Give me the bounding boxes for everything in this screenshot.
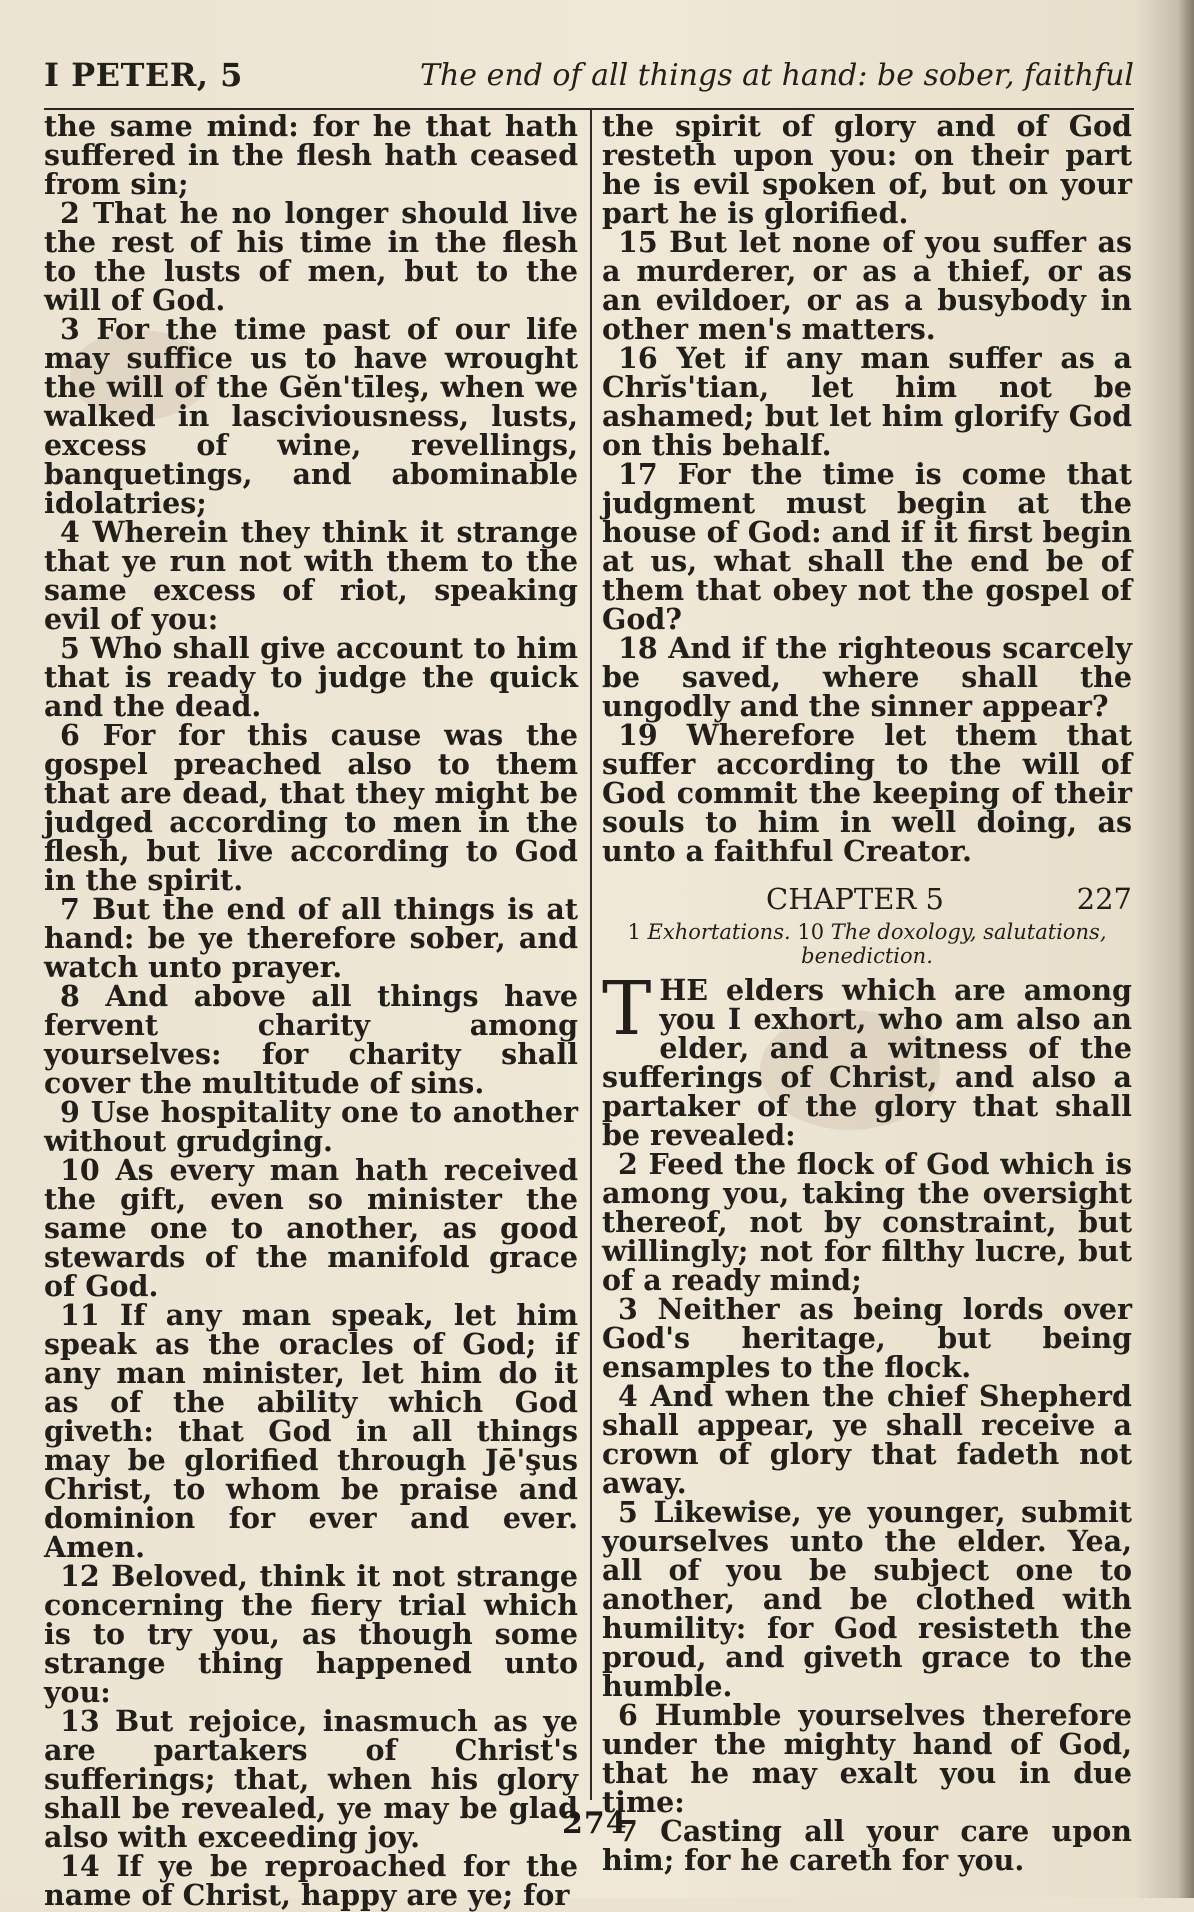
book-chapter-label: I PETER, 5 bbox=[44, 56, 243, 94]
chapter-heading bbox=[602, 882, 1132, 916]
left-column bbox=[44, 109, 578, 1912]
summary-text: Exhortations. bbox=[647, 920, 791, 944]
verse-text: 13 But rejoice, inasmuch as ye are partakers of Christ's sufferings; that, when his glory shall be revealed, ye may be glad also with exceeding joy. bbox=[44, 1704, 578, 1854]
running-headline: The end of all things at hand: be sober, faithful bbox=[419, 58, 1134, 93]
summary-verse-ref: 10 bbox=[797, 920, 825, 944]
verse-text: 8 And above all things have fervent charity among yourselves: for charity shall cover the multitude of sins. bbox=[44, 979, 578, 1100]
verse-text: 9 Use hospitality one to another without grudging. bbox=[44, 1095, 578, 1158]
verse-text: 2 That he no longer should live the rest of his time in the flesh to the lusts of men, but to the will of God. bbox=[44, 196, 578, 317]
verse-text: 15 But let none of you suffer as a murderer, or as a thief, or as an evildoer, or as a busybody in other men's matters. bbox=[602, 225, 1132, 346]
verse-text: 3 Neither as being lords over God's heritage, but being ensamples to the flock. bbox=[602, 1292, 1132, 1384]
verse-text: 4 Wherein they think it strange that ye run not with them to the same excess of riot, speaking evil of you: bbox=[44, 515, 578, 636]
verse-text: 7 But the end of all things is at hand: be ye therefore sober, and watch unto prayer. bbox=[44, 892, 578, 984]
page-edge-shadow bbox=[1178, 0, 1194, 1898]
chapter-first-verse bbox=[602, 966, 1132, 1152]
verse-text: 5 Likewise, ye younger, submit yourselves unto the elder. Yea, all of you be subject one to another, and be clothed with humility: for God resisteth the proud, and giveth grace to the humble. bbox=[602, 1495, 1132, 1703]
verse-text: HE elders which are among you I exhort, who am also an elder, and a witness of the sufferings of Christ, and also a partaker of the glory that shall be revealed: bbox=[602, 973, 1132, 1152]
verse-text: 7 Casting all your care upon him; for he careth for you. bbox=[602, 1814, 1132, 1877]
verse-text: the spirit of glory and of God resteth upon you: on their part he is evil spoken of, but on your part he is glorified. bbox=[602, 109, 1132, 230]
chapter-number: 227 bbox=[1076, 882, 1132, 916]
verse-text: 4 And when the chief Shepherd shall appear, ye shall receive a crown of glory that fadeth not away. bbox=[602, 1379, 1132, 1500]
page-number: 274 bbox=[562, 1806, 628, 1841]
right-column bbox=[602, 109, 1132, 1877]
drop-cap: T bbox=[602, 966, 652, 1052]
verse-text: 14 If ye be reproached for the name of Christ, happy are ye; for bbox=[44, 1849, 578, 1912]
verse-text: 18 And if the righteous scarcely be saved, where shall the ungodly and the sinner appear? bbox=[602, 631, 1132, 723]
verse-text: 17 For the time is come that judgment must begin at the house of God: and if it first begin at us, what shall the end be of them that obey not the gospel of God? bbox=[602, 457, 1132, 636]
running-header bbox=[44, 52, 1134, 110]
verse-text: 6 Humble yourselves therefore under the mighty hand of God, that he may exalt you in due time: bbox=[602, 1698, 1132, 1819]
verse-text: 11 If any man speak, let him speak as the oracles of God; if any man minister, let him do it as of the ability which God giveth: that God in all things may be glorified through Jē'şus Christ, to whom be praise and dominion for ever and ever. Amen. bbox=[44, 1298, 578, 1564]
verse-text: 12 Beloved, think it not strange concerning the fiery trial which is to try you, as though some strange thing happened unto you: bbox=[44, 1559, 578, 1709]
verse-text: 10 As every man hath received the gift, even so minister the same one to another, as good stewards of the manifold grace of God. bbox=[44, 1153, 578, 1303]
summary-text: The doxology, salutations, benediction. bbox=[801, 920, 1107, 968]
chapter-title: CHAPTER 5 bbox=[766, 882, 944, 916]
verse-text: 6 For for this cause was the gospel preached also to them that are dead, that they might be judged according to men in the flesh, but live according to God in the spirit. bbox=[44, 718, 578, 897]
verse-text: 2 Feed the flock of God which is among you, taking the oversight thereof, not by constraint, but willingly; not for filthy lucre, but of a ready mind; bbox=[602, 1147, 1132, 1297]
verse-text: 16 Yet if any man suffer as a Chrĭs'tian, let him not be ashamed; but let him glorify God on this behalf. bbox=[602, 341, 1132, 462]
verse-text: 19 Wherefore let them that suffer according to the will of God commit the keeping of their souls to him in well doing, as unto a faithful Creator. bbox=[602, 718, 1132, 868]
summary-verse-ref: 1 bbox=[627, 920, 641, 944]
column-divider bbox=[590, 110, 592, 1800]
chapter-summary bbox=[602, 920, 1132, 968]
verse-text: the same mind: for he that hath suffered in the flesh hath ceased from sin; bbox=[44, 109, 578, 201]
verse-text: 3 For the time past of our life may suffice us to have wrought the will of the Gĕn'tīleş, when we walked in lasciviousness, lusts, excess of wine, revellings, banquetings, and abominable idolatries; bbox=[44, 312, 578, 520]
verse-text: 5 Who shall give account to him that is ready to judge the quick and the dead. bbox=[44, 631, 578, 723]
